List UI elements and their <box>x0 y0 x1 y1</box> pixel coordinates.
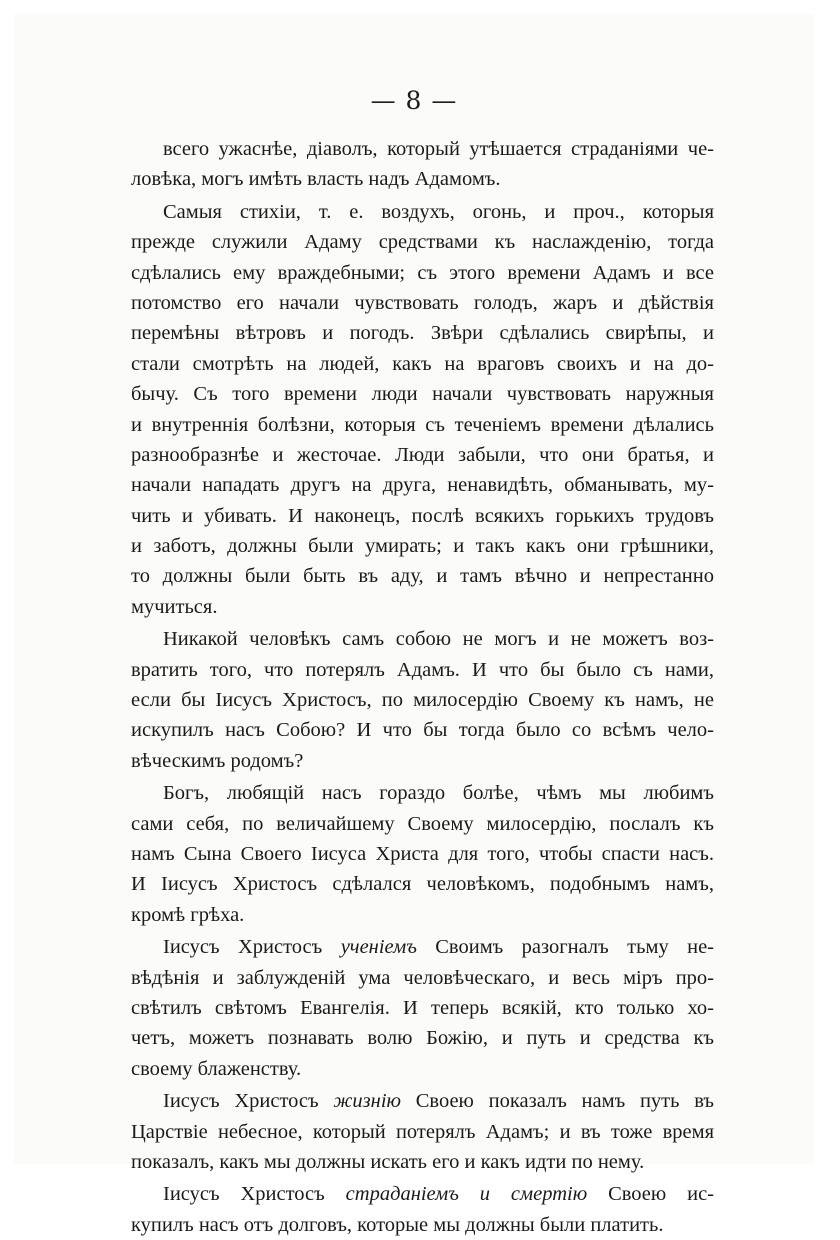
text-line <box>131 1179 714 1209</box>
text-segment: Своимъ разогналъ тьму не- <box>416 936 714 959</box>
paragraph <box>131 778 714 930</box>
italic-emphasis: жизнію <box>333 1090 401 1113</box>
paragraph <box>131 134 714 195</box>
text-segment: Своею ис- <box>587 1183 714 1206</box>
book-page <box>14 14 814 1236</box>
text-line: сдѣлались ему враждебными; съ этого времени Адамъ и все <box>131 261 714 284</box>
text-line: сами себя, по величайшему Своему милосердію, послалъ къ <box>131 812 714 835</box>
text-line <box>131 932 714 962</box>
text-line: намъ Сына Своего Іисуса Христа для того, чтобы спасти насъ. <box>131 842 714 865</box>
text-line: Царствіе небесное, который потерялъ Адамъ; и въ тоже время <box>131 1120 714 1143</box>
text-line: то должны были быть въ аду, и тамъ вѣчно и непрестанно <box>131 565 714 588</box>
text-line: если бы Іисусъ Христосъ, по милосердію Своему къ намъ, не <box>131 689 714 712</box>
text-segment: Іисусъ Христосъ <box>163 936 341 959</box>
text-line: Богъ, любящій насъ гораздо болѣе, чѣмъ мы любимъ <box>163 782 714 805</box>
text-segment: Своею показалъ намъ путь въ <box>401 1090 714 1113</box>
text-line: ловѣка, могъ имѣть власть надъ Адамомъ. <box>131 168 501 191</box>
text-segment: Іисусъ Христосъ <box>163 1090 334 1113</box>
text-segment: Іисусъ Христосъ <box>163 1183 346 1206</box>
text-line: купилъ насъ отъ долговъ, которые мы должны были платить. <box>131 1213 664 1236</box>
text-line: показалъ, какъ мы должны искать его и какъ идти по нему. <box>131 1150 645 1173</box>
text-line: искупилъ насъ Собою? И что бы тогда было со всѣмъ чело- <box>131 719 714 742</box>
text-line: вѣческимъ родомъ? <box>131 749 304 772</box>
text-line: вѣдѣнія и заблужденій ума человѣческаго, и весь міръ про- <box>131 966 714 989</box>
text-line: всего ужаснѣе, діаволъ, который утѣшается страданіями че- <box>163 138 714 160</box>
paragraph <box>131 624 714 776</box>
italic-emphasis: ученіемъ <box>340 936 417 959</box>
text-line: бычу. Съ того времени люди начали чувствовать наружныя <box>131 383 714 406</box>
paragraph <box>131 932 714 1084</box>
text-line: кромѣ грѣха. <box>131 903 245 926</box>
text-line: чить и убивать. И наконецъ, послѣ всякихъ горькихъ трудовъ <box>131 504 714 527</box>
paragraph <box>131 1179 714 1240</box>
text-line <box>131 1086 714 1116</box>
text-line: четъ, можетъ познавать волю Божію, и путь и средства къ <box>131 1027 714 1050</box>
italic-emphasis: страданіемъ и смертію <box>345 1183 588 1206</box>
text-line: своему блаженству. <box>131 1057 302 1080</box>
text-line: и заботъ, должны были умирать; и такъ какъ они грѣшники, <box>131 535 714 558</box>
text-line: стали смотрѣть на людей, какъ на враговъ своихъ и на до- <box>131 352 714 375</box>
text-line: начали нападать другъ на друга, ненавидѣть, обманывать, му- <box>131 474 714 497</box>
text-line: прежде служили Адаму средствами къ наслажденію, тогда <box>131 231 714 254</box>
text-line: перемѣны вѣтровъ и погодъ. Звѣри сдѣлались свирѣпы, и <box>131 322 714 345</box>
page-body-text <box>131 134 714 1240</box>
text-line: Самыя стихіи, т. е. воздухъ, огонь, и проч., которыя <box>163 200 714 223</box>
text-line: потомство его начали чувствовать голодъ, жаръ и дѣйствія <box>131 291 714 314</box>
text-line: И Іисусъ Христосъ сдѣлался человѣкомъ, подобнымъ намъ, <box>131 873 714 896</box>
text-line: разнообразнѣе и жесточае. Люди забыли, что они братья, и <box>131 443 714 466</box>
paragraph <box>131 1086 714 1177</box>
text-line: и внутреннія болѣзни, которыя съ теченіемъ времени дѣлались <box>131 413 714 436</box>
page-number: — 8 — <box>370 86 458 115</box>
text-line: мучиться. <box>131 595 218 618</box>
text-line: свѣтилъ свѣтомъ Евангелія. И теперь всякій, кто только хо- <box>131 996 714 1019</box>
paragraph <box>131 197 714 622</box>
text-line: Никакой человѣкъ самъ собою не могъ и не можетъ воз- <box>163 628 714 651</box>
text-line: вратить того, что потерялъ Адамъ. И что бы было съ нами, <box>131 658 714 681</box>
